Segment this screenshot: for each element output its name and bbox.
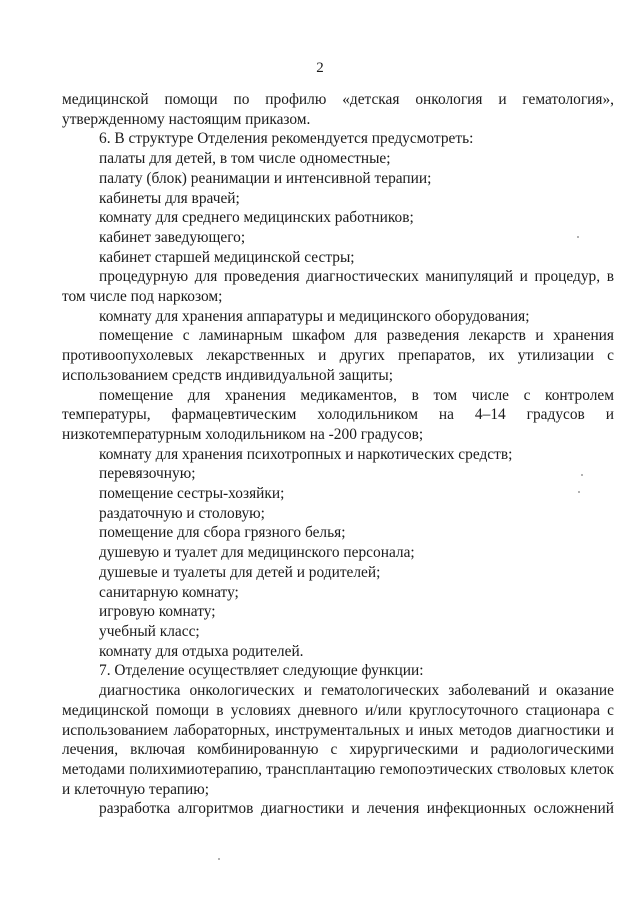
- list-item: кабинет старшей медицинской сестры;: [99, 248, 355, 266]
- list-item: комнату для хранения аппаратуры и медицинского оборудования;: [99, 307, 530, 325]
- list-item: разработка алгоритмов диагностики и лечения инфекционных осложнений: [99, 800, 614, 818]
- list-item: помещение сестры-хозяйки;: [99, 485, 285, 503]
- paragraph-continuation: медицинской помощи по профилю «детская онкология и гематология», утвержденному настоящим приказом.: [62, 91, 614, 128]
- scan-speck: [581, 474, 583, 476]
- list-item: палату (блок) реанимации и интенсивной терапии;: [99, 169, 432, 187]
- list-item: процедурную для проведения диагностических манипуляций и процедур, в том числе под наркозом;: [62, 268, 614, 306]
- section-6-heading: 6. В структуре Отделения рекомендуется предусмотреть:: [99, 130, 474, 148]
- list-item: кабинеты для врачей;: [99, 189, 240, 207]
- list-item: палаты для детей, в том числе одноместные;: [99, 150, 391, 168]
- page-number: 2: [316, 60, 324, 76]
- list-item: помещение с ламинарным шкафом для разведения лекарств и хранения противоопухолевых лекарственных и других препаратов, их утилизации с использованием средств индивидуальной защиты;: [62, 327, 614, 384]
- list-item: санитарную комнату;: [99, 583, 239, 601]
- list-item: помещение для сбора грязного белья;: [99, 524, 346, 542]
- list-item: душевую и туалет для медицинского персонала;: [99, 544, 415, 562]
- list-item: учебный класс;: [99, 622, 200, 640]
- scan-speck: [218, 858, 220, 860]
- list-item: комнату для отдыха родителей.: [99, 642, 304, 660]
- section-7-heading: 7. Отделение осуществляет следующие функции:: [99, 662, 424, 680]
- list-item: диагностика онкологических и гематологических заболеваний и оказание медицинской помощи в условиях дневного и/или круглосуточного стационара с использованием лабораторных, инструментальных и иных методов диагностики и лечения, включая комбинированную с хирургическими и радиологическими методами полихимиотерапию, трансплантацию гемопоэтических стволовых клеток и клеточную терапию;: [62, 682, 614, 798]
- list-item: игровую комнату;: [99, 603, 216, 621]
- list-item: перевязочную;: [99, 465, 196, 483]
- list-item: помещение для хранения медикаментов, в том числе с контролем температуры, фармацевтическим холодильником на 4–14 градусов и низкотемпературным холодильником на -200 градусов;: [62, 386, 614, 443]
- list-item: комнату для хранения психотропных и наркотических средств;: [99, 445, 513, 463]
- document-body: [62, 90, 614, 819]
- list-item: кабинет заведующего;: [99, 228, 246, 246]
- list-item: душевые и туалеты для детей и родителей;: [99, 563, 381, 581]
- list-item: комнату для среднего медицинских работников;: [99, 209, 414, 227]
- scan-speck: [577, 236, 579, 238]
- list-item: раздаточную и столовую;: [99, 504, 265, 522]
- scan-speck: [578, 491, 580, 493]
